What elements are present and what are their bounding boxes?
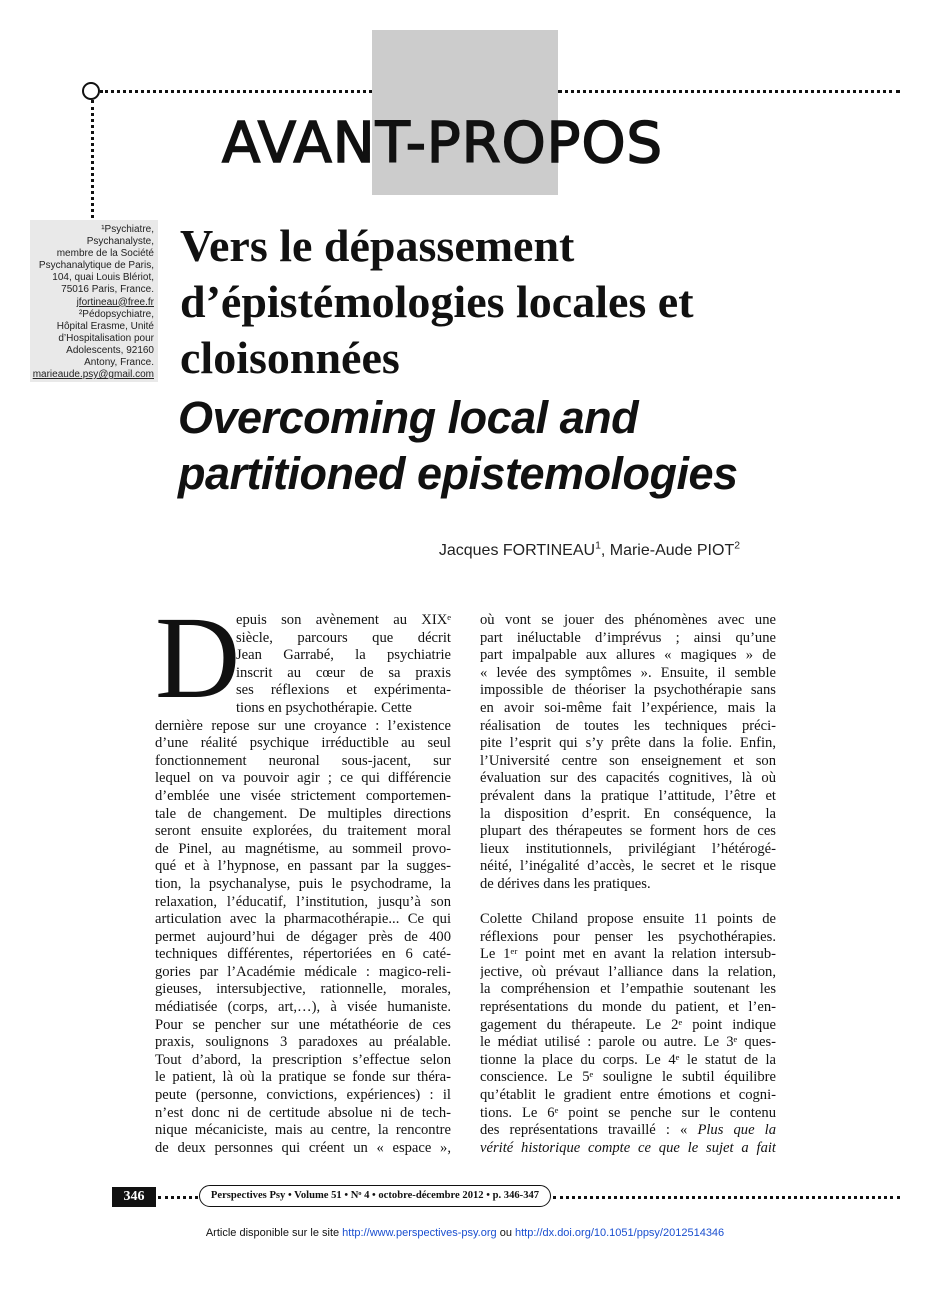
body-text-line: la compréhension et l’empathie soutenant les xyxy=(480,981,776,998)
body-text-line: ses réflexions et expérimenta- xyxy=(236,682,451,699)
body-text-line: Jean Garrabé, la psychiatrie xyxy=(236,647,451,664)
title-en-line: Overcoming local and xyxy=(178,392,639,443)
body-text-line: Tout d’abord, la prescription s’effectue selon xyxy=(155,1051,451,1068)
body-text-line: nique mécaniciste, mais au centre, la rencontre xyxy=(155,1122,451,1139)
body-text-line: réflexions pour penser les psychothérapies. xyxy=(480,928,776,945)
body-text-line: de dérives dans les pratiques. xyxy=(480,875,651,892)
body-text-line: siècle, parcours que décrit xyxy=(236,629,451,646)
body-text-line: articulation avec la pharmacothérapie... Ce qui xyxy=(155,911,451,928)
paragraph-gap xyxy=(480,894,776,912)
body-text-line: prévalent dans la pratique l’attitude, l’être et xyxy=(480,787,776,804)
page-number: 346 xyxy=(112,1187,156,1207)
body-text-line: part inéluctable d’imprévus ; ainsi qu’une xyxy=(480,629,776,646)
author-name: Marie-Aude PIOT xyxy=(609,542,735,559)
body-text-line: dernière repose sur une croyance : l’existence xyxy=(155,717,451,734)
quote-italic: Plus que la xyxy=(697,1122,776,1139)
body-text-line: permet aujourd’hui de dégager près de 400 xyxy=(155,928,451,945)
body-text-line: gagement du thérapeute. Le 2ᵉ point indique xyxy=(480,1016,776,1033)
quote-italic: vérité historique compte ce que le sujet a fait xyxy=(480,1139,776,1156)
body-text-line: néité, l’inégalité d’accès, le secret et le risque xyxy=(480,858,776,875)
body-text-line: techniques différentes, répertoriées en 6 caté- xyxy=(155,946,451,963)
body-text-line: en avoir soi-même fait l’expérience, mais la xyxy=(480,699,776,716)
body-text-line: d’emblée une visée strictement comportemen- xyxy=(155,787,451,804)
body-text-line: gories par l’Académie médicale : magico-reli- xyxy=(155,963,451,980)
body-text-line: inscrit au cœur de sa praxis xyxy=(236,664,451,681)
body-text-line: la disposition d’esprit. En conséquence, la xyxy=(480,805,776,822)
author-list xyxy=(180,542,740,560)
body-text-line: « levée des symptômes ». Ensuite, il semble xyxy=(480,664,776,681)
title-fr-line: cloisonnées xyxy=(180,332,400,383)
body-text-line: impossible de théoriser la psychothérapie sans xyxy=(480,682,776,699)
body-text-line: jective, où prévaut l’alliance dans la relation, xyxy=(480,963,776,980)
body-text-line: qué et à l’hypnose, en passant par la sugges- xyxy=(155,858,451,875)
body-text-line: conscience. Le 5ᵉ souligne le subtil équilibre xyxy=(480,1069,776,1086)
title-en-line: partitioned epistemologies xyxy=(178,448,738,499)
body-text-line: Le 1ᵉʳ point met en avant la relation intersub- xyxy=(480,946,776,963)
body-text-line: d’une réalité psychique irréductible au seul xyxy=(155,735,451,752)
body-text-line: représentations du monde du patient, et l’en- xyxy=(480,999,776,1016)
header-dotted-rule-right xyxy=(558,90,900,93)
affiliation-line: Adolescents, 92160 xyxy=(66,344,154,356)
body-text-line: tions en psychothérapie. Cette xyxy=(236,699,412,716)
availability-prefix: Article disponible sur le site xyxy=(205,1227,343,1239)
body-text-line: lieux institutionnels, privilégiant l’hétérogé- xyxy=(480,840,776,857)
body-text-line: part impalpable aux allures « magiques » de xyxy=(480,647,776,664)
body-text-line: peute (personne, convictions, expériences) : il xyxy=(155,1087,451,1104)
footer-dotted-rule-right xyxy=(553,1196,900,1199)
body-text-line: Colette Chiland propose ensuite 11 points de xyxy=(480,911,776,928)
affiliation-line: 75016 Paris, France. xyxy=(61,284,154,296)
doi-link[interactable]: http://dx.doi.org/10.1051/ppsy/2012514346 xyxy=(515,1227,725,1239)
drop-cap: D xyxy=(155,592,241,723)
header-dotted-rule-left xyxy=(100,90,372,93)
body-text-line: tions. Le 6ᵉ point se penche sur le contenu xyxy=(480,1104,776,1121)
body-text-line xyxy=(480,1140,776,1158)
body-text-line: le patient, là où la pratique se fonde sur théra- xyxy=(155,1069,451,1086)
body-text-line: praxis, soulignons 3 paradoxes au préalable. xyxy=(155,1034,451,1051)
availability-mid: ou xyxy=(496,1227,515,1239)
article-title-english xyxy=(178,390,818,502)
author-separator: , xyxy=(600,542,610,559)
title-fr-line: Vers le dépassement xyxy=(180,220,575,271)
body-text-line: Pour se pencher sur une métathéorie de ces xyxy=(155,1016,451,1033)
body-text-line: l’Université centre son enseignement et son xyxy=(480,752,776,769)
body-text-line: tale de changement. De multiples directions xyxy=(155,805,451,822)
body-column-right xyxy=(480,612,776,1157)
affiliation-line: membre de la Société xyxy=(56,248,154,260)
body-text-line: de Pinel, au magnétisme, au sommeil provo- xyxy=(155,840,451,857)
body-text-line: évaluation sur des capacités cognitives, là où xyxy=(480,770,776,787)
header-circle-ornament xyxy=(82,82,100,100)
body-text-line: de deux personnes qui créent un « espace », xyxy=(155,1139,451,1156)
body-column-left xyxy=(155,612,451,1157)
author-sup: 2 xyxy=(734,540,740,552)
availability-note xyxy=(0,1227,930,1239)
journal-reference: Perspectives Psy • Volume 51 • Nᵒ 4 • octobre-décembre 2012 • p. 346-347 xyxy=(199,1185,551,1207)
affiliation-line: ²Pédopsychiatre, xyxy=(78,308,154,320)
body-text-line: où vont se jouer des phénomènes avec une xyxy=(480,612,776,628)
body-text-line: seront ensuite explorées, du traitement moral xyxy=(155,823,451,840)
body-text-line: n’est donc ni de certitude absolue ni de tech- xyxy=(155,1104,451,1121)
author-affiliations xyxy=(30,220,158,382)
body-text-line: réalisation de toutes les techniques préci- xyxy=(480,717,776,734)
affiliation-line: 104, quai Louis Blériot, xyxy=(52,272,154,284)
body-text-line: fonctionnement neuronal sous-jacent, sur xyxy=(155,752,451,769)
affiliation-line: Hôpital Erasme, Unité xyxy=(56,320,154,332)
body-text-line: tionne la place du corps. Le 4ᵉ le statut de la xyxy=(480,1051,776,1068)
journal-website-link[interactable]: http://www.perspectives-psy.org xyxy=(342,1227,497,1239)
title-fr-line: d’épistémologies locales et xyxy=(180,276,694,327)
body-text-line: pite l’esprit qui s’y prête dans la folie. Enfin, xyxy=(480,735,776,752)
footer-dotted-rule-left xyxy=(158,1196,198,1199)
affiliation-line: ¹Psychiatre, xyxy=(101,224,154,235)
body-text-line xyxy=(480,1122,776,1140)
body-text-line: médiatisée (corps, art,…), à visée humaniste. xyxy=(155,999,451,1016)
section-label: AVANT-PROPOS xyxy=(222,111,664,176)
affiliation-line: Antony, France. xyxy=(84,357,154,369)
body-text-fragment: des représentations travaillé : « xyxy=(480,1122,698,1139)
affiliation-line: d’Hospitalisation pour xyxy=(58,332,154,344)
body-text-line: tion, la psychanalyse, puis le psychodrame, la xyxy=(155,875,451,892)
body-text-line: lequel on va pouvoir agir ; ce qui différencie xyxy=(155,770,451,787)
author-name: Jacques FORTINEAU xyxy=(438,542,596,559)
author-sup: 1 xyxy=(595,540,601,552)
author1-email-link[interactable]: jfortineau@free.fr xyxy=(76,296,154,308)
body-text-line: qu’établit le gradient entre émotions et cogni- xyxy=(480,1087,776,1104)
affiliation-line: Psychanalyste, xyxy=(86,236,154,248)
affiliation-line: Psychanalytique de Paris, xyxy=(38,260,154,272)
body-text-line: plupart des thérapeutes se forment hors de ces xyxy=(480,823,776,840)
header-dotted-rule-vertical xyxy=(91,100,94,218)
body-text-line: epuis son avènement au XIXᵉ xyxy=(236,612,451,628)
body-text-line: le médiat utilisé : parole ou autre. Le 3ᵉ ques- xyxy=(480,1034,776,1051)
author2-email-link[interactable]: marieaude.psy@gmail.com xyxy=(32,369,154,381)
body-text-line: relaxation, l’éducatif, l’institution, jusqu’à son xyxy=(155,893,451,910)
article-title-french xyxy=(180,218,820,386)
body-text-line: gieuses, intersubjective, rationnelle, morales, xyxy=(155,981,451,998)
